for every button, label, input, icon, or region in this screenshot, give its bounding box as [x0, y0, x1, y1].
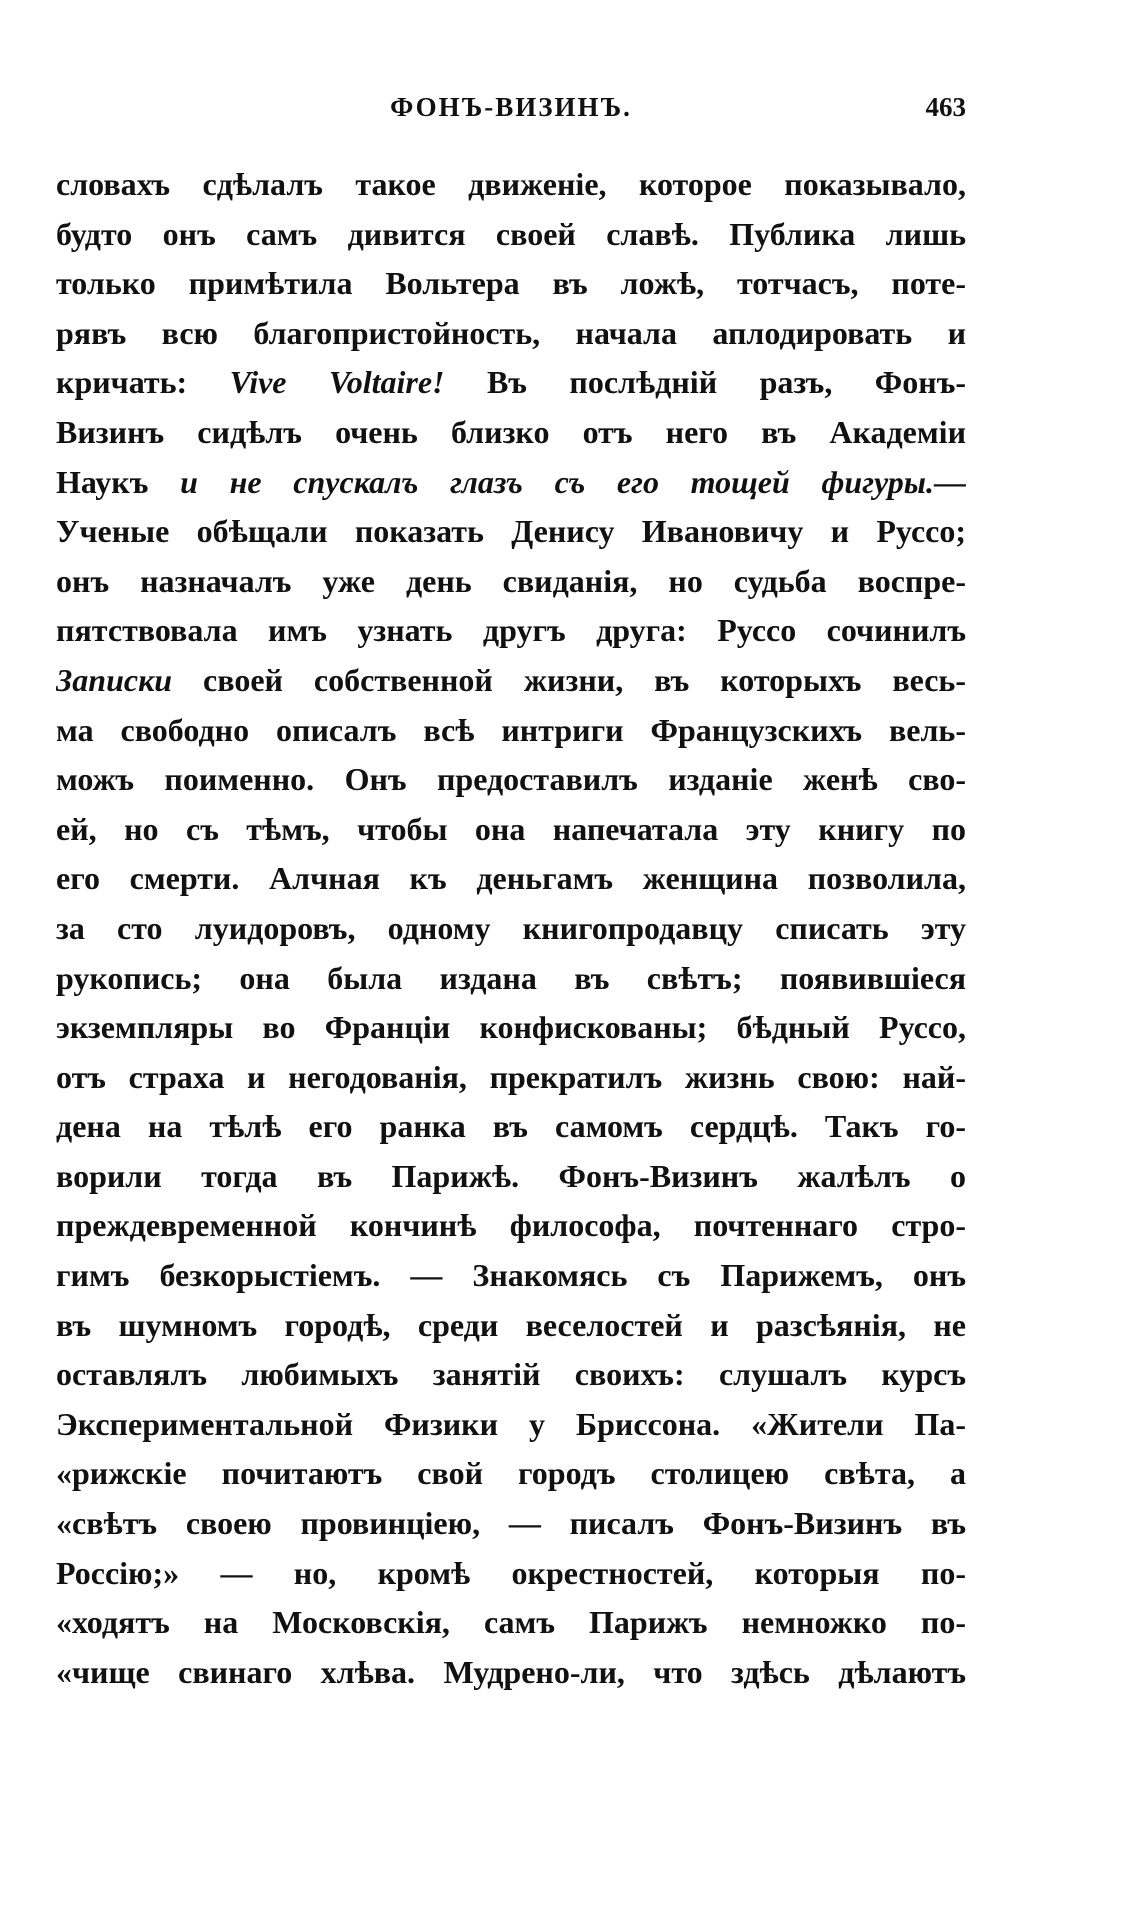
running-title: ФОНЪ-ВИЗИНЪ.: [390, 92, 632, 122]
text-line: [56, 954, 966, 1004]
text-segment: «свѣтъ своею провинціею, — писалъ Фонъ-Визинъ въ: [56, 1505, 966, 1542]
text-line: [56, 1350, 966, 1400]
italic-text-segment: и не спускалъ глазъ съ его тощей фигуры.: [180, 463, 934, 500]
text-segment: ма свободно описалъ всѣ интриги Французскихъ вель-: [56, 711, 966, 748]
text-segment: Ученые обѣщали показать Денису Ивановичу и Руссо;: [56, 513, 966, 550]
text-segment: въ шумномъ городѣ, среди веселостей и разсѣянія, не: [56, 1306, 966, 1343]
text-segment: Въ послѣдній разъ, Фонъ-: [444, 364, 966, 401]
text-segment: преждевременной кончинѣ философа, почтеннаго стро-: [56, 1207, 966, 1244]
text-segment: пятствовала имъ узнать другъ друга: Руссо сочинилъ: [56, 612, 966, 649]
text-line: [56, 160, 966, 210]
italic-text-segment: Vive Voltaire!: [229, 364, 445, 401]
text-line: [56, 1053, 966, 1103]
text-segment: за сто луидоровъ, одному книгопродавцу списать эту: [56, 909, 966, 946]
text-line: [56, 458, 966, 508]
text-segment: только примѣтила Вольтера въ ложѣ, тотчасъ, поте-: [56, 265, 966, 302]
text-segment: ворили тогда въ Парижѣ. Фонъ-Визинъ жалѣлъ о: [56, 1157, 966, 1194]
text-segment: можъ поименно. Онъ предоставилъ изданіе женѣ сво-: [56, 761, 966, 798]
body-text: [56, 160, 966, 1697]
page-header: [56, 92, 966, 132]
text-segment: гимъ безкорыстіемъ. — Знакомясь съ Парижемъ, онъ: [56, 1257, 966, 1294]
text-line: [56, 606, 966, 656]
text-line: [56, 755, 966, 805]
text-line: [56, 805, 966, 855]
text-line: [56, 358, 966, 408]
text-line: [56, 854, 966, 904]
text-segment: Наукъ: [56, 463, 181, 500]
text-line: [56, 259, 966, 309]
italic-text-segment: Записки: [56, 661, 173, 698]
text-line: [56, 1102, 966, 1152]
text-segment: своей собственной жизни, въ которыхъ весь-: [172, 661, 966, 698]
text-line: [56, 507, 966, 557]
text-segment: рукопись; она была издана въ свѣтъ; появившіеся: [56, 959, 966, 996]
text-segment: оставлялъ любимыхъ занятій своихъ: слушалъ курсъ: [56, 1356, 966, 1393]
text-line: [56, 1449, 966, 1499]
text-segment: онъ назначалъ уже день свиданія, но судьба воспре-: [56, 562, 966, 599]
text-segment: отъ страха и негодованія, прекратилъ жизнь свою: най-: [56, 1058, 966, 1095]
text-segment: экземпляры во Франціи конфискованы; бѣдный Руссо,: [56, 1009, 966, 1046]
text-line: [56, 1003, 966, 1053]
text-line: [56, 408, 966, 458]
text-segment: ей, но съ тѣмъ, чтобы она напечатала эту книгу по: [56, 810, 966, 847]
text-segment: Россію;» — но, кромѣ окрестностей, которыя по-: [56, 1554, 966, 1591]
text-segment: «рижскіе почитаютъ свой городъ столицею свѣта, а: [56, 1455, 966, 1492]
text-segment: «чище свинаго хлѣва. Мудрено-ли, что здѣсь дѣлаютъ: [56, 1653, 966, 1690]
text-line: [56, 1152, 966, 1202]
text-line: [56, 656, 966, 706]
text-line: [56, 706, 966, 756]
text-segment: кричать:: [56, 364, 230, 401]
text-segment: будто онъ самъ дивится своей славѣ. Публика лишь: [56, 215, 966, 252]
text-segment: —: [934, 463, 966, 500]
text-line: [56, 1400, 966, 1450]
text-line: [56, 1598, 966, 1648]
text-line: [56, 1648, 966, 1698]
text-line: [56, 1201, 966, 1251]
page-number: 463: [925, 92, 966, 122]
text-segment: Экспериментальной Физики у Бриссона. «Жители Па-: [56, 1405, 966, 1442]
text-segment: «ходятъ на Московскія, самъ Парижъ немножко по-: [56, 1604, 966, 1641]
text-segment: Визинъ сидѣлъ очень близко отъ него въ Академіи: [56, 413, 966, 450]
text-line: [56, 557, 966, 607]
text-segment: словахъ сдѣлалъ такое движеніе, которое показывало,: [56, 166, 966, 202]
text-line: [56, 210, 966, 260]
text-segment: рявъ всю благопристойность, начала аплодировать и: [56, 314, 966, 351]
text-segment: дена на тѣлѣ его ранка въ самомъ сердцѣ. Такъ го-: [56, 1108, 966, 1145]
text-line: [56, 1549, 966, 1599]
text-line: [56, 1251, 966, 1301]
text-line: [56, 1499, 966, 1549]
text-line: [56, 1301, 966, 1351]
text-line: [56, 904, 966, 954]
text-line: [56, 309, 966, 359]
text-segment: его смерти. Алчная къ деньгамъ женщина позволила,: [56, 860, 966, 897]
